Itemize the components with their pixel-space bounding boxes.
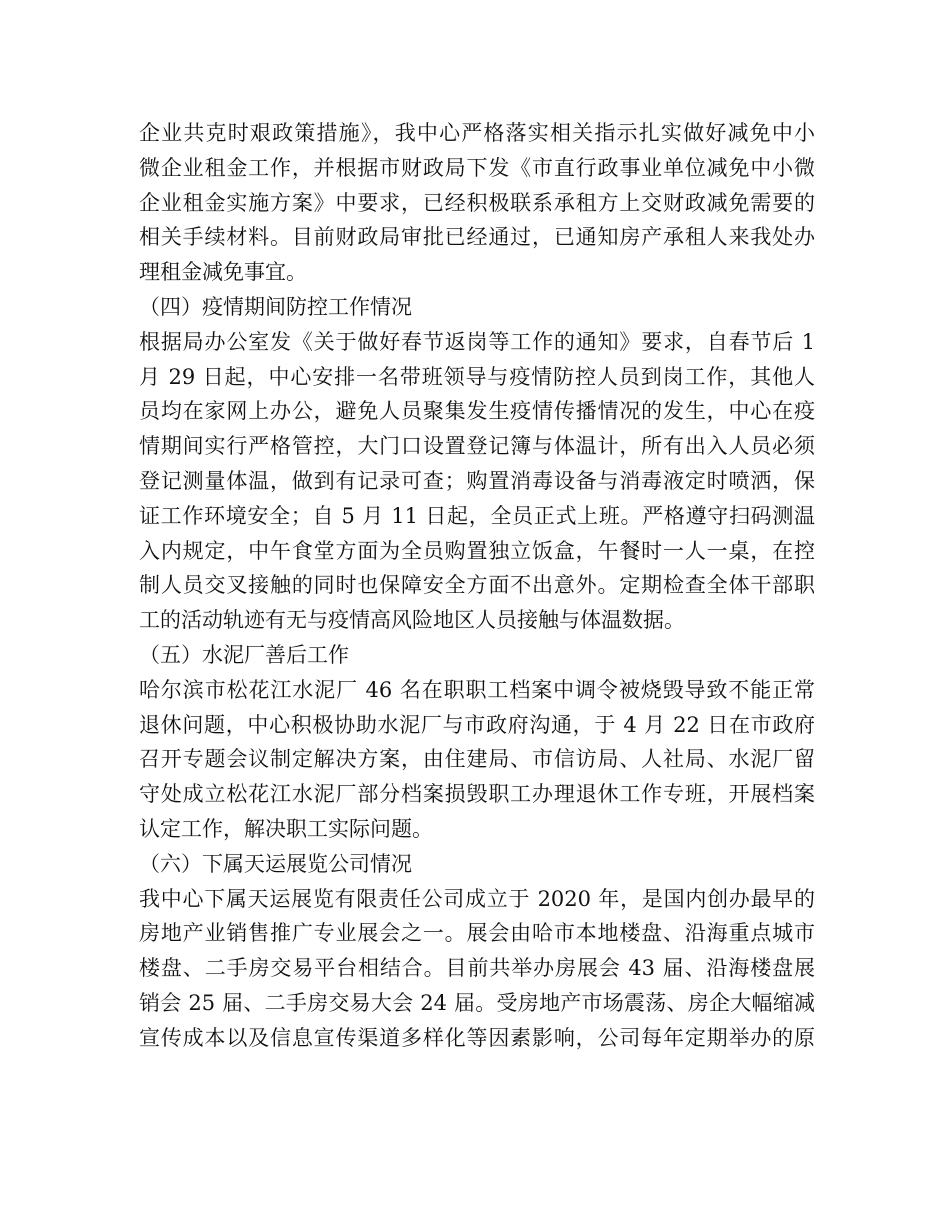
text-line: 房地产业销售推广专业展会之一。展会由哈市本地楼盘、沿海重点城市 [139,921,815,946]
text-line: 我中心下属天运展览有限责任公司成立于 2020 年，是国内创办最早的 [139,886,815,911]
text-line: 守处成立松花江水泥厂部分档案损毁职工办理退休工作专班，开展档案 [139,782,815,807]
text-line: 哈尔滨市松花江水泥厂 46 名在职职工档案中调令被烧毁导致不能正常 [139,677,815,702]
text-line: 工的活动轨迹有无与疫情高风险地区人员接触与体温数据。 [139,608,685,633]
paragraph-cement-factory [139,673,815,847]
text-line: 制人员交叉接触的同时也保障安全方面不出意外。定期检查全体干部职 [139,573,815,598]
text-line: 微企业租金工作，并根据市财政局下发《市直行政事业单位减免中小微 [139,155,815,180]
text-line: 员均在家网上办公，避免人员聚集发生疫情传播情况的发生，中心在疫 [139,399,815,424]
text-line: 相关手续材料。目前财政局审批已经通过，已通知房产承租人来我处办 [139,225,815,250]
paragraph-exhibition-company [139,882,815,1056]
paragraph-epidemic [139,325,815,638]
paragraph-rent-reduction [139,116,815,290]
text-line: 退休问题，中心积极协助水泥厂与市政府沟通，于 4 月 22 日在市政府 [139,712,815,737]
text-line: 情期间实行严格管控，大门口设置登记簿与体温计，所有出入人员必须 [139,434,815,459]
text-line: 月 29 日起，中心安排一名带班领导与疫情防控人员到岗工作，其他人 [139,364,815,389]
text-line: 认定工作，解决职工实际问题。 [139,816,433,841]
text-line: 企业租金实施方案》中要求，已经积极联系承租方上交财政减免需要的 [139,190,815,215]
text-line: 销会 25 届、二手房交易大会 24 届。受房地产市场震荡、房企大幅缩减 [139,990,815,1015]
text-line: 证工作环境安全；自 5 月 11 日起，全员正式上班。严格遵守扫码测温 [139,503,815,528]
section-heading-exhibition-company: （六）下属天运展览公司情况 [139,851,412,876]
document-page [139,116,815,1056]
text-line: 企业共克时艰政策措施》，我中心严格落实相关指示扎实做好减免中小 [139,121,815,145]
text-line: 宣传成本以及信息宣传渠道多样化等因素影响，公司每年定期举办的原 [139,1025,815,1050]
text-line: 登记测量体温，做到有记录可查；购置消毒设备与消毒液定时喷洒，保 [139,468,815,493]
text-line: 召开专题会议制定解决方案，由住建局、市信访局、人社局、水泥厂留 [139,747,815,772]
text-line: 理租金减免事宜。 [139,260,307,285]
text-line: 入内规定，中午食堂方面为全员购置独立饭盒，午餐时一人一桌，在控 [139,538,815,563]
section-heading-cement-factory: （五）水泥厂善后工作 [139,642,349,667]
section-heading-epidemic: （四）疫情期间防控工作情况 [139,294,412,319]
text-line: 楼盘、二手房交易平台相结合。目前共举办房展会 43 届、沿海楼盘展 [139,956,815,981]
text-line: 根据局办公室发《关于做好春节返岗等工作的通知》要求，自春节后 1 [139,329,815,354]
